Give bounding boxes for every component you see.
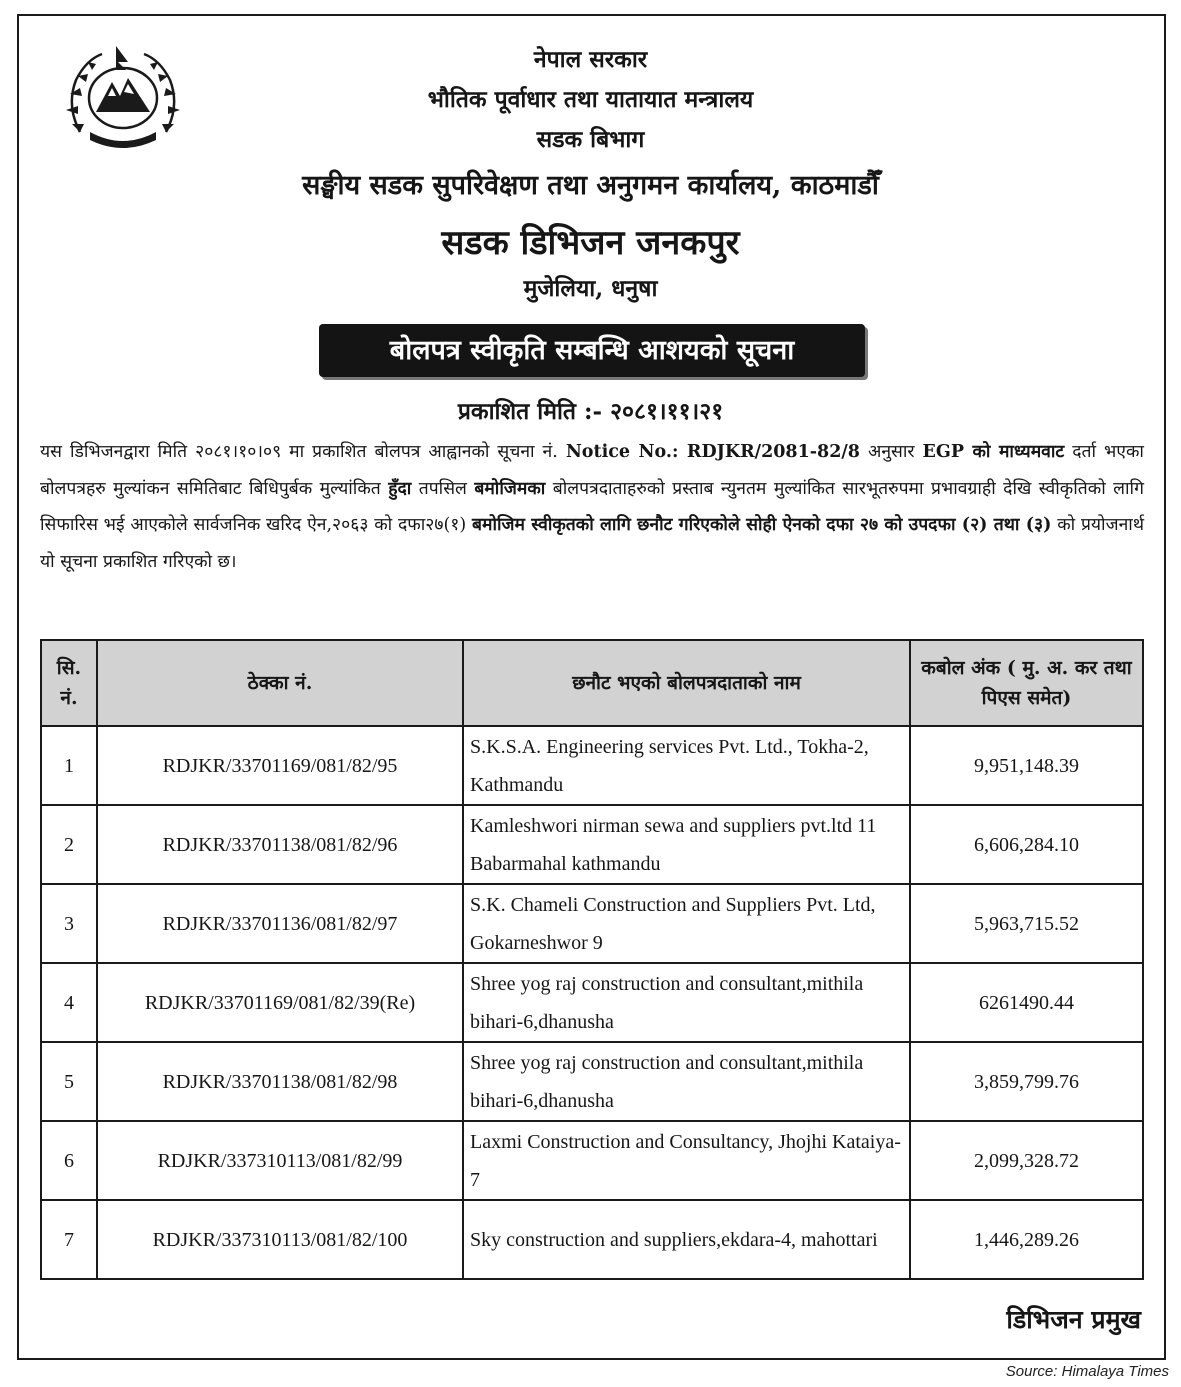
row-contract-number: RDJKR/33701136/081/82/97 (97, 884, 463, 963)
row-bid-amount: 6,606,284.10 (910, 805, 1143, 884)
row-bidder-name: Shree yog raj construction and consultant,mithila bihari-6,dhanusha (463, 963, 910, 1042)
row-bidder-name: S.K.S.A. Engineering services Pvt. Ltd., Tokha-2, Kathmandu (463, 726, 910, 805)
row-bid-amount: 2,099,328.72 (910, 1121, 1143, 1200)
row-contract-number: RDJKR/33701138/081/82/98 (97, 1042, 463, 1121)
notice-number: Notice No.: RDJKR/2081-82/8 (565, 442, 860, 462)
table-row (41, 805, 1143, 884)
location-title: मुजेलिया, धनुषा (523, 275, 658, 302)
department-title: सडक बिभाग (536, 126, 645, 153)
row-bid-amount: 6261490.44 (910, 963, 1143, 1042)
row-bidder-name: Laxmi Construction and Consultancy, Jhojhi Kataiya-7 (463, 1121, 910, 1200)
row-serial: 1 (41, 726, 97, 805)
row-bid-amount: 1,446,289.26 (910, 1200, 1143, 1279)
table-row (41, 1121, 1143, 1200)
row-contract-number: RDJKR/33701138/081/82/96 (97, 805, 463, 884)
header-bid-amount: कबोल अंक ( मु. अ. कर तथा पिएस समेत) (910, 640, 1143, 726)
row-contract-number: RDJKR/33701169/081/82/39(Re) (97, 963, 463, 1042)
row-bidder-name: Sky construction and suppliers,ekdara-4, mahottari (463, 1200, 910, 1279)
row-bidder-name: Shree yog raj construction and consultant,mithila bihari-6,dhanusha (463, 1042, 910, 1121)
selected-bidders-table (40, 639, 1144, 1280)
body-text-2: अनुसार (867, 442, 915, 462)
row-contract-number: RDJKR/337310113/081/82/99 (97, 1121, 463, 1200)
signature-division-chief: डिभिजन प्रमुख (1006, 1305, 1141, 1334)
row-serial: 7 (41, 1200, 97, 1279)
notice-body (40, 434, 1144, 580)
source-credit: Source: Himalaya Times (1005, 1363, 1169, 1380)
row-bidder-name: S.K. Chameli Construction and Suppliers Pvt. Ltd, Gokarneshwor 9 (463, 884, 910, 963)
body-text-9: को प्रयोजनार्थ यो सूचना प्रकाशित गरिएको छ। (40, 515, 1144, 572)
government-title: नेपाल सरकार (533, 46, 648, 73)
ministry-title: भौतिक पूर्वाधार तथा यातायात मन्त्रालय (427, 86, 754, 113)
notice-title-banner: बोलपत्र स्वीकृति सम्बन्धि आशयको सूचना (319, 324, 865, 377)
egp-text: EGP को माध्यमवाट (922, 442, 1065, 462)
body-text-5: तपसिल (418, 478, 467, 499)
row-bid-amount: 5,963,715.52 (910, 884, 1143, 963)
division-title: सडक डिभिजन जनकपुर (441, 223, 740, 263)
row-serial: 5 (41, 1042, 97, 1121)
row-bid-amount: 9,951,148.39 (910, 726, 1143, 805)
row-serial: 6 (41, 1121, 97, 1200)
row-serial: 2 (41, 805, 97, 884)
row-serial: 3 (41, 884, 97, 963)
body-text-6: बमोजिमका (474, 478, 546, 499)
body-text-8: बमोजिम स्वीकृतको लागि छनौट गरिएकोले सोही ऐनको दफा २७ को उपदफा (२) तथा (३) (472, 515, 1052, 535)
row-bidder-name: Kamleshwori nirman sewa and suppliers pvt.ltd 11 Babarmahal kathmandu (463, 805, 910, 884)
header-serial: सि. नं. (41, 640, 97, 726)
header-bidder-name: छनौट भएको बोलपत्रदाताको नाम (463, 640, 910, 726)
table-row (41, 1200, 1143, 1279)
body-text-4: हुँदा (388, 478, 412, 499)
body-text-3: दर्ता भएका बोलपत्रहरु मुल्यांकन समितिबाट बिधिपुर्बक मुल्यांकित (40, 442, 1144, 499)
row-serial: 4 (41, 963, 97, 1042)
row-bid-amount: 3,859,799.76 (910, 1042, 1143, 1121)
table-row (41, 963, 1143, 1042)
table-row (41, 726, 1143, 805)
row-contract-number: RDJKR/33701169/081/82/95 (97, 726, 463, 805)
table-header-row (41, 640, 1143, 726)
body-text-7: बोलपत्रदाताहरुको प्रस्ताब न्युनतम मुल्यांकित सारभूतरुपमा प्रभावग्राही देखि स्वीकृतिको लागि सिफारिस भई आएकोले सार्वजनिक खरिद ऐन,२०६३ को दफा२७(१) (40, 478, 1144, 535)
row-contract-number: RDJKR/337310113/081/82/100 (97, 1200, 463, 1279)
table-row (41, 1042, 1143, 1121)
office-title: सङ्घीय सडक सुपरिवेक्षण तथा अनुगमन कार्यालय, काठमाडौँ (302, 170, 879, 201)
body-text-1: यस डिभिजनद्वारा मिति २०८१।१०।०९ मा प्रकाशित बोलपत्र आह्वानको सूचना नं. (40, 442, 558, 462)
published-date: प्रकाशित मिति :- २०८१।११।२१ (457, 398, 724, 425)
header-contract-number: ठेक्का नं. (97, 640, 463, 726)
table-row (41, 884, 1143, 963)
